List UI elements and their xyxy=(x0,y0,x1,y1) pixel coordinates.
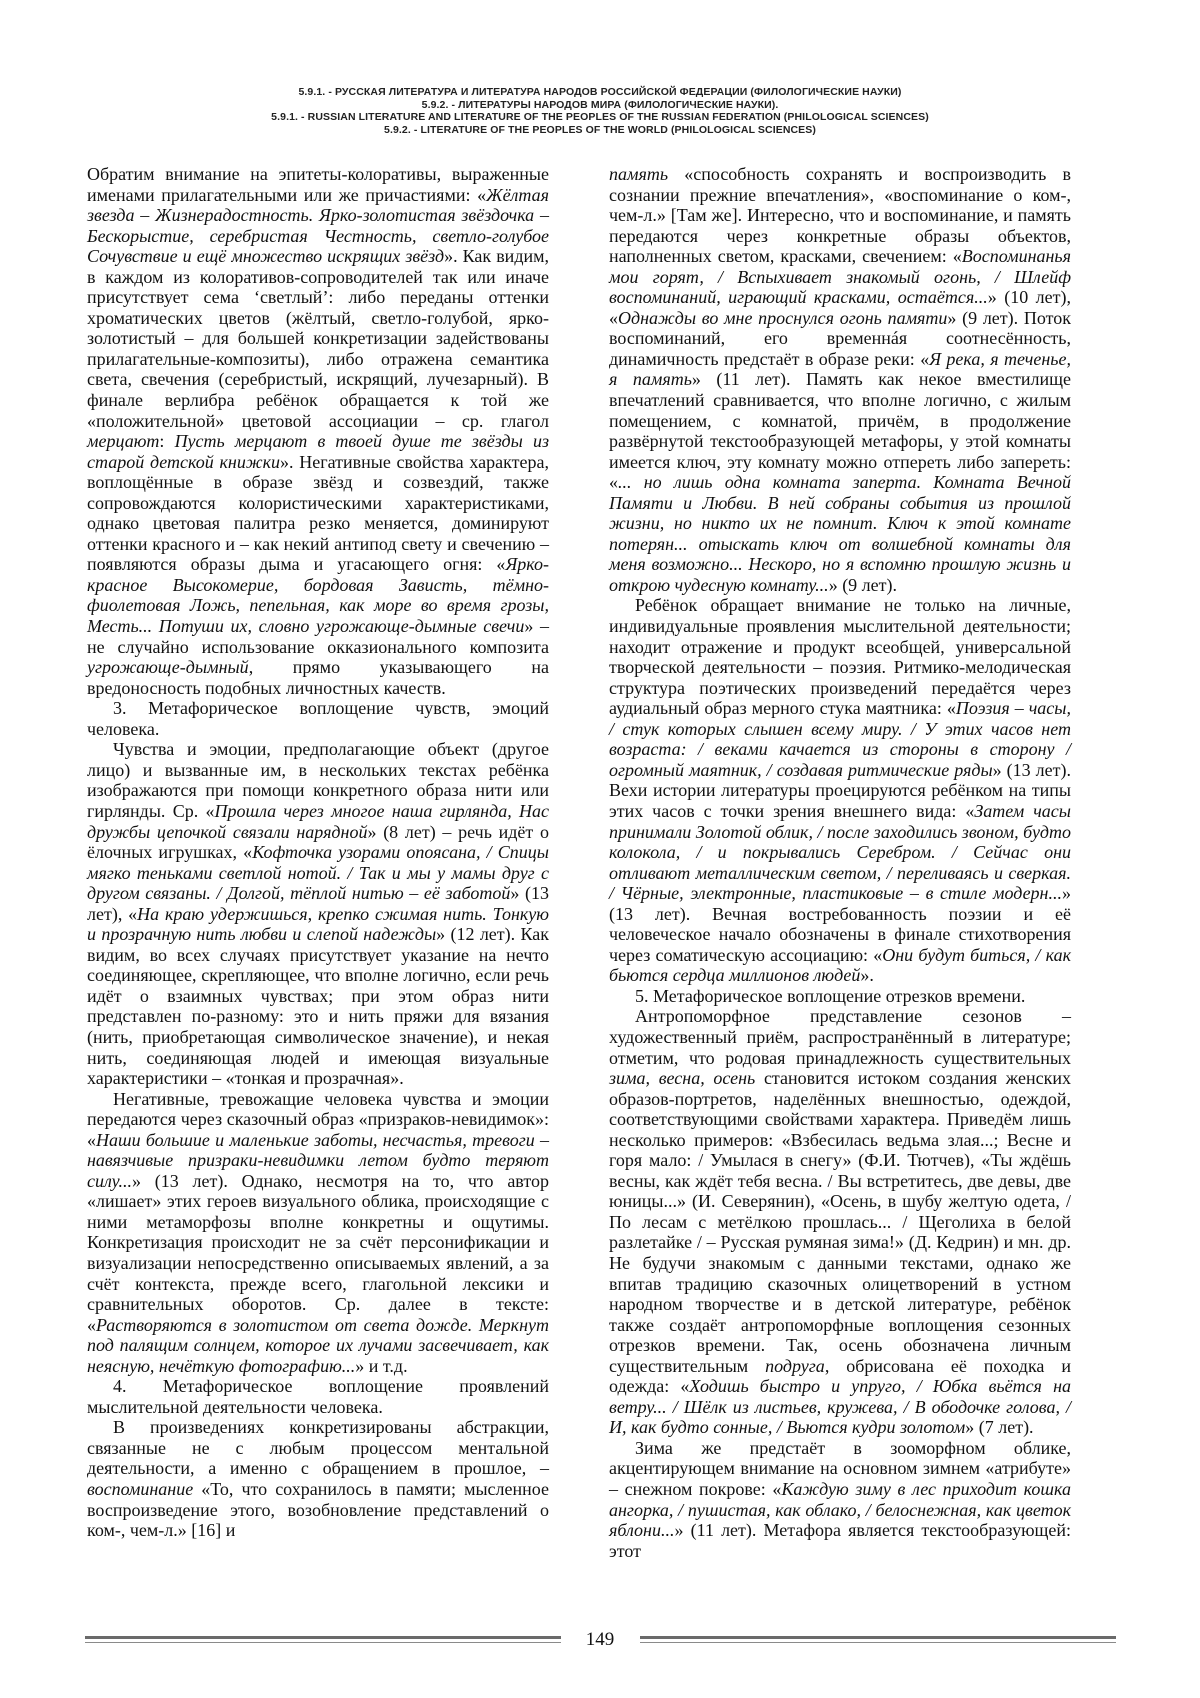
italic-quote: Воспоминанья мои горят, / Вспыхивает знакомый огонь, / Шлейф воспоминаний, играющий красками, остаётся... xyxy=(609,246,1071,308)
text-run: » (13 лет). Однако, несмотря на то, что автор «лишает» этих героев визуального облика, происходящие с ними метаморфозы вполне конкретны и ощутимы. Конкретизация происходит не за счёт персонификации и визуализации непосредственно описываемых явлений, а за счёт контекста, прежде всего, глагольной лексики и сравнительных оборотов. Ср. далее в тексте: « xyxy=(87,1170,549,1335)
text-run: » (13 лет), « xyxy=(87,883,549,924)
section-heading-5 xyxy=(609,986,1071,1007)
text-run: » – не случайно использование окказионального композита xyxy=(87,616,550,657)
italic-quote: Ярко-красное Высокомерие, бордовая Зависть, тёмно-фиолетовая Ложь, пепельная, как море во время грозы, Месть... Потуши их, словно угрожающе-дымные свечи xyxy=(87,554,549,637)
text-run: Ребёнок обращает внимание не только на личные, индивидуальные проявления мыслительной деятельности; находит отражение и продукт всеобщей, универсальной творческой деятельности – поэзия. Ритмико-мелодическая структура поэтических произведений передаётся через аудиальный образ мерного стука маятника: « xyxy=(609,595,1071,719)
paragraph xyxy=(87,1417,549,1540)
text-run: 4. Метафорическое воплощение проявлений мыслительной деятельности человека. xyxy=(87,1376,549,1417)
text-run: , прямо указывающего на вредоносность подобных личностных качеств. xyxy=(87,657,549,698)
header-line-2: 5.9.2. - ЛИТЕРАТУРЫ НАРОДОВ МИРА (ФИЛОЛОГИЧЕСКИЕ НАУКИ). xyxy=(421,98,779,111)
text-run: » (9 лет). Поток воспоминаний, его временнáя соотнесённость, динамичность предстаёт в образе реки: « xyxy=(609,307,1071,369)
text-run: » (7 лет). xyxy=(965,1417,1034,1438)
right-column xyxy=(609,164,1071,1561)
text-run: Зима же предстаёт в зооморфном облике, акцентирующем внимание на основном зимнем «атрибуте» – снежном покрове: « xyxy=(609,1437,1071,1499)
italic-quote: Однажды во мне проснулся огонь памяти xyxy=(618,307,948,328)
italic-quote: зима, весна, осень xyxy=(609,1068,756,1089)
text-run: » (8 лет) – речь идёт о ёлочных игрушках, « xyxy=(87,821,549,863)
italic-quote: память xyxy=(609,164,669,184)
italic-quote: Прошла через многое наша гирлянда, Нас дружбы цепочкой связали нарядной xyxy=(87,800,549,842)
text-run: » (13 лет). Вечная востребованность поэзии и её человеческое начало обозначены в финале стихотворения через соматическую ассоциацию: « xyxy=(609,883,1071,965)
paragraph xyxy=(87,164,549,698)
text-run: » (10 лет), « xyxy=(609,287,1071,328)
paragraph xyxy=(87,1089,549,1377)
text-run: » (11 лет). Метафора является текстообразующей: этот xyxy=(609,1520,1071,1561)
text-run: 3. Метафорическое воплощение чувств, эмоций человека. xyxy=(87,698,549,739)
italic-quote: Они будут биться, / как бьются сердца миллионов людей xyxy=(609,944,1071,986)
italic-quote: угрожающе-дымный xyxy=(87,657,249,678)
left-column xyxy=(87,164,549,1541)
paragraph xyxy=(609,164,1071,595)
italic-quote: Кофточка узорами опоясана, / Спицы мягко теньками светлой нотой. / Так и мы у мамы друг с другом связаны. / Долгой, тёплой нитью – её заботой xyxy=(87,842,549,904)
text-run: В произведениях конкретизированы абстракции, связанные не с любым процессом ментальной деятельности, а именно с обращением в прошлое, – xyxy=(87,1417,549,1479)
italic-quote: Жёлтая звезда – Жизнерадостность. Ярко-золотистая звёздочка – Бескорыстие, серебристая Честность, светло-голубое Сочувствие и ещё множество искрящих звёзд xyxy=(87,184,549,267)
italic-quote: воспоминание xyxy=(87,1479,194,1499)
text-run: » и т.д. xyxy=(355,1355,408,1376)
text-run: ». Негативные свойства характера, воплощённые в образе звёзд и созвездий, также сопровождаются колористическими характеристиками, однако цветовая палитра резко меняется, доминируют оттенки красного и – как некий антипод свету и свечению – появляются образы дыма и угасающего огня: « xyxy=(87,451,549,575)
italic-quote: Поэзия – часы, / стук которых слышен всему миру. / У этих часов нет возраста: / веками качается из стороны в сторону / огромный маятник, / создавая ритмические ряды xyxy=(609,698,1071,780)
text-run: : xyxy=(159,431,175,452)
text-run: » (9 лет). xyxy=(828,574,898,595)
section-heading-3 xyxy=(87,698,549,739)
paragraph xyxy=(609,595,1071,985)
italic-quote: ... но лишь одна комната заперта. Комната Вечной Памяти и Любви. В ней собраны события из прошлой жизни, но никто их не помнит. Ключ к этой комнате потерян... отыскать ключ от волшебной комнаты для меня возможно... Нескоро, но я вспомню прошлую жизнь и открою чудесную комнату... xyxy=(609,472,1071,595)
text-run: » (12 лет). Как видим, во всех случаях присутствует указание на нечто соединяющее, скрепляющее, что вполне логично, если речь идёт о взаимных чувствах; при этом образ нити представлен по-разному: это и нить пряжи для вязания (нить, приобретающая символическое значение), и некая нить, соединяющая людей и имеющая визуальные характеристики – «тонкая и прозрачная». xyxy=(87,924,549,1089)
paragraph xyxy=(609,1006,1071,1437)
header-line-3: 5.9.1. - RUSSIAN LITERATURE AND LITERATURE OF THE PEOPLES OF THE RUSSIAN FEDERATION (PHILOLOGICAL SCIENCES) xyxy=(271,111,929,124)
page-number: 149 xyxy=(585,1629,615,1650)
text-run: » (13 лет). Вехи истории литературы проецируются ребёнком на типы этих часов с точки зрения внешнего вида: « xyxy=(609,759,1071,821)
text-run: » (11 лет). Память как некое вместилище впечатлений сравнивается, что вполне логично, с жилым помещением, с комнатой, причём, в продолжение развёрнутой текстообразующей метафоры, у этой комнаты имеется ключ, эту комнату можно отпереть либо запереть: « xyxy=(609,369,1071,493)
text-run: 5. Метафорическое воплощение отрезков времени. xyxy=(635,985,1026,1006)
running-header xyxy=(0,86,1200,136)
footer-rule-left xyxy=(85,1636,561,1639)
text-run: становится истоком создания женских образов-портретов, наделённых внешностью, одеждой, соответствующими свойствами характера. Приведём лишь несколько примеров: «Взбесилась ведьма злая...; Весне и горя мало: / Умылася в снегу» (Ф.И. Тютчев), «Ты ждёшь весны, как ждёт тебя весна. / Вы встретитесь, две девы, две юницы...» (И. Северянин), «Осень, в шубу желтую одета, / По лесам с метёлкою прошлась... / Щеголиха в белой разлетайке / – Русская румяная зима!» (Д. Кедрин) и мн. др. Не будучи знакомым с данными текстами, однако же впитав традицию сказочных олицетворений в устном народном творчестве и в детской литературе, ребёнок также создаёт антропоморфные воплощения сезонных отрезков времени. Так, осень обозначена личным существительным xyxy=(609,1068,1071,1376)
text-run: Антропоморфное представление сезонов – художественный приём, распространённый в литературе; отметим, что родовая принадлежность существительных xyxy=(609,1006,1071,1068)
paragraph xyxy=(87,739,549,1088)
header-line-4: 5.9.2. - LITERATURE OF THE PEOPLES OF THE WORLD (PHILOLOGICAL SCIENCES) xyxy=(384,123,816,136)
text-run: Чувства и эмоции, предполагающие объект (другое лицо) и вызванные им, в нескольких текстах ребёнка изображаются при помощи конкретного образа нити или гирлянды. Ср. « xyxy=(87,739,549,821)
italic-quote: Растворяются в золотистом от света дожде. Меркнут под палящим солнцем, которое их лучами засвечивает, как неясную, нечёткую фотографию... xyxy=(87,1314,549,1376)
italic-quote: подруга xyxy=(765,1355,825,1376)
text-run: «способность сохранять и воспроизводить в сознании прежние впечатления», «воспоминание о ком-, чем-л.» [Там же]. Интересно, что и воспоминание, и память передаются через конкретные образы объектов, наполненных светом, красками, свечением: « xyxy=(609,164,1071,267)
paragraph xyxy=(609,1438,1071,1561)
italic-quote: Затем часы принимали Золотой облик, / после заходились звоном, будто колокола, / и покрывались Серебром. / Сейчас они отливают металлическим светом, / переливаясь и сверкая. / Чёрные, электронные, пластиковые – в стиле модерн... xyxy=(609,800,1071,904)
italic-quote: Ходишь быстро и упруго, / Юбка вьётся на ветру... / Шёлк из листьев, кружева, / В ободочке голова, / И, как будто сонные, / Вьются кудри золотом xyxy=(609,1376,1071,1438)
italic-quote: Пусть мерцают в твоей душе те звёзды из старой детской книжки xyxy=(87,431,549,472)
italic-quote: Я река, я теченье, я память xyxy=(609,348,1071,390)
italic-quote: мерцают xyxy=(87,431,160,452)
text-run: , обрисована её походка и одежда: « xyxy=(609,1355,1071,1397)
text-run: ». Как видим, в каждом из колоративов-сопроводителей так или иначе присутствует сема ‘светлый’: либо переданы оттенки хроматических цветов (жёлтый, светло-голубой, ярко-золотистый – для большей конкретизации задействованы прилагательные-композиты), либо отражена семантика света, свечения (серебристый, искрящий, лучезарный). В финале верлибра ребёнок обращается к той же «положительной» цветовой ассоциации – ср. глагол xyxy=(87,246,550,431)
italic-quote: Наши большие и маленькие заботы, несчастья, тревоги – навязчивые призраки-невидимки летом будто теряют силу... xyxy=(87,1129,549,1191)
italic-quote: Каждую зиму в лес приходит кошка ангорка, / пушистая, как облако, / белоснежная, как цветок яблони... xyxy=(609,1479,1071,1541)
text-run: Обратим внимание на эпитеты-колоративы, выраженные именами прилагательными или же причастиями: « xyxy=(87,164,549,205)
footer-rule-left-thin xyxy=(85,1642,561,1643)
header-line-1: 5.9.1. - РУССКАЯ ЛИТЕРАТУРА И ЛИТЕРАТУРА НАРОДОВ РОССИЙСКОЙ ФЕДЕРАЦИИ (ФИЛОЛОГИЧЕСКИЕ НАУКИ) xyxy=(298,86,902,98)
text-run: ». xyxy=(860,965,874,986)
footer-rule-right-thin xyxy=(640,1642,1116,1643)
text-run: «То, что сохранилось в памяти; мысленное воспроизведение этого, возобновление представлений о ком-, чем-л.» [16] и xyxy=(87,1479,549,1541)
text-run: Негативные, тревожащие человека чувства и эмоции передаются через сказочный образ «призраков-невидимок»: « xyxy=(87,1088,549,1150)
section-heading-4 xyxy=(87,1376,549,1417)
footer-rule-right xyxy=(640,1636,1116,1639)
italic-quote: На краю удержишься, крепко сжимая нить. Тонкую и прозрачную нить любви и слепой надежды xyxy=(87,903,549,945)
